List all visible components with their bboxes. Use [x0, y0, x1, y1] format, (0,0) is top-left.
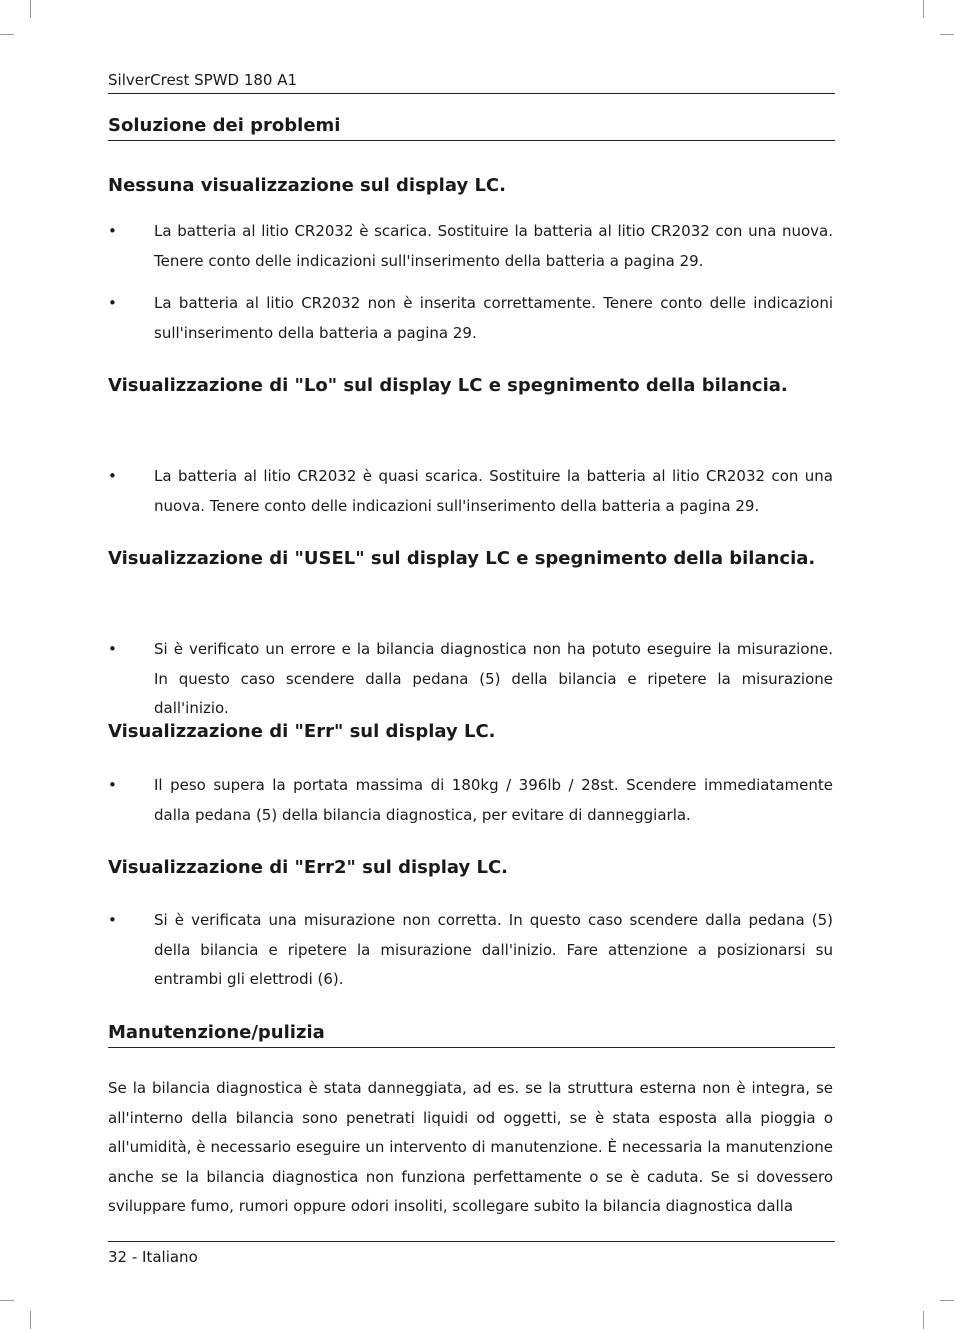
- bullet-icon: •: [108, 911, 117, 929]
- list-item-text: La batteria al litio CR2032 non è inserita correttamente. Tenere conto delle indicazioni sull'inserimento della batteria a pagina 29.: [154, 294, 833, 342]
- list-item-text: Si è verificato un errore e la bilancia diagnostica non ha potuto eseguire la misurazione. In questo caso scendere dalla pedana (5) della bilancia e ripetere la misurazione dall'inizio.: [154, 640, 833, 718]
- crop-mark: [923, 1311, 924, 1329]
- product-name: SilverCrest SPWD 180 A1: [108, 71, 298, 89]
- running-footer: [108, 1241, 835, 1268]
- list-item: [108, 771, 833, 830]
- running-header: [108, 69, 835, 94]
- crop-mark: [0, 1300, 14, 1301]
- crop-mark: [923, 0, 924, 18]
- list-item-text: La batteria al litio CR2032 è quasi scarica. Sostituire la batteria al litio CR2032 con una nuova. Tenere conto delle indicazioni sull'inserimento della batteria a pagina 29.: [154, 467, 833, 515]
- crop-mark: [30, 1311, 31, 1329]
- list-item: [108, 462, 833, 521]
- crop-mark: [940, 34, 954, 35]
- heading-lo: Visualizzazione di "Lo" sul display LC e spegnimento della bilancia.: [108, 375, 788, 396]
- bullet-icon: •: [108, 294, 117, 312]
- heading-no-display: Nessuna visualizzazione sul display LC.: [108, 175, 506, 196]
- bullet-icon: •: [108, 776, 117, 794]
- list-item: [108, 635, 833, 724]
- list-item-text: Il peso supera la portata massima di 180kg / 396lb / 28st. Scendere immediatamente dalla pedana (5) della bilancia diagnostica, per evitare di danneggiarla.: [154, 776, 833, 824]
- list-item: [108, 289, 833, 348]
- heading-err: Visualizzazione di "Err" sul display LC.: [108, 721, 496, 742]
- section-title-maintenance: Manutenzione/pulizia: [108, 1020, 835, 1048]
- list-item-text: La batteria al litio CR2032 è scarica. Sostituire la batteria al litio CR2032 con una nuova. Tenere conto delle indicazioni sull'inserimento della batteria a pagina 29.: [154, 222, 833, 270]
- section-title-troubleshooting: Soluzione dei problemi: [108, 113, 835, 141]
- page-number: 32 - Italiano: [108, 1248, 198, 1266]
- heading-usel: Visualizzazione di "USEL" sul display LC e spegnimento della bilancia.: [108, 548, 816, 569]
- bullet-icon: •: [108, 640, 117, 658]
- bullet-icon: •: [108, 467, 117, 485]
- heading-err2: Visualizzazione di "Err2" sul display LC.: [108, 857, 509, 878]
- crop-mark: [940, 1300, 954, 1301]
- list-item: [108, 906, 833, 995]
- crop-mark: [0, 34, 14, 35]
- maintenance-paragraph: Se la bilancia diagnostica è stata danneggiata, ad es. se la struttura esterna non è integra, se all'interno della bilancia sono penetrati liquidi od oggetti, se è stata esposta alla pioggia o all'umidità, è necessario eseguire un intervento di manutenzione. È necessaria la manutenzione anche se la bilancia diagnostica non funziona perfettamente o se è caduta. Se si dovessero sviluppare fumo, rumori oppure odori insoliti, scollegare subito la bilancia diagnostica dalla: [108, 1079, 833, 1216]
- list-item-text: Si è verificata una misurazione non corretta. In questo caso scendere dalla pedana (5) della bilancia e ripetere la misurazione dall'inizio. Fare attenzione a posizionarsi su entrambi gli elettrodi (6).: [154, 911, 833, 989]
- crop-mark: [30, 0, 31, 18]
- list-item: [108, 217, 833, 276]
- bullet-icon: •: [108, 222, 117, 240]
